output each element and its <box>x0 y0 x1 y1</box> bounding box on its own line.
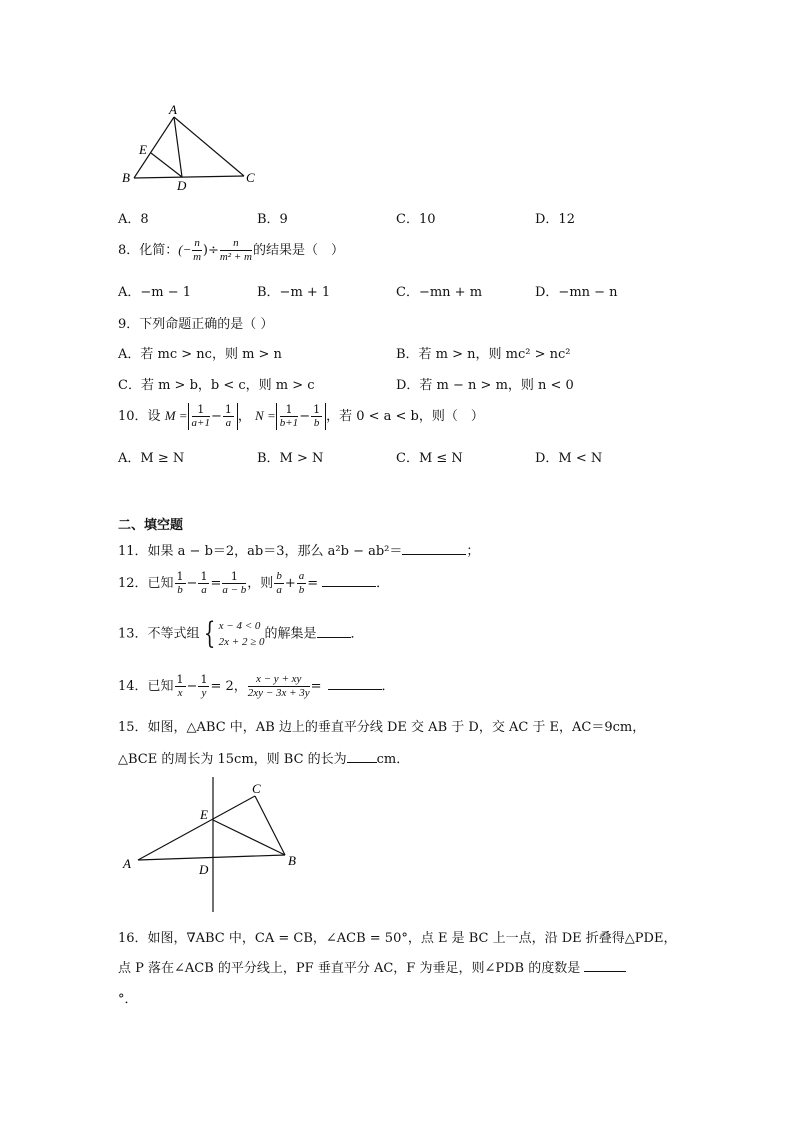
question-13: 13．不等式组 { x − 4 < 0 2x + 2 ≥ 0 的解集是 ． <box>118 616 364 651</box>
q14-number: 14．已知 <box>118 679 174 694</box>
q8-number: 8．化简： <box>118 243 179 258</box>
label-C: C <box>246 170 255 185</box>
q10-m-label: M = <box>164 408 188 423</box>
q15-line-2: △BCE 的周长为 15cm，则 BC 的长为 cm． <box>118 752 410 767</box>
option-b: B．9 <box>257 212 288 227</box>
q8-fraction-2: $\frac{n}{\text{m² + m}}$ <box>219 237 252 263</box>
option-b: B．M > N <box>257 451 324 466</box>
q9-option-b: B．若 m > n，则 mc² > nc² <box>396 347 571 362</box>
question-14: 14．已知 $\frac{1}{x}$ − $\frac{1}{y}$ = 2， $\frac{x - y + xy}{2xy - 3x + 3y}$ = ． <box>118 673 395 699</box>
q9-stem: 9．下列命题正确的是（ ） <box>118 317 274 332</box>
answer-blank <box>317 625 351 638</box>
q8-tail: 的结果是（ ） <box>252 243 344 258</box>
answer-blank <box>347 750 377 763</box>
option-d: D．M < N <box>535 451 603 466</box>
question-8 <box>118 237 344 264</box>
answer-blank <box>402 542 466 555</box>
q9-option-d: D．若 m − n > m，则 n < 0 <box>396 378 574 393</box>
triangle-figure-1 <box>115 100 265 195</box>
question-12: 12．已知 $\frac{1}{b}$ − $\frac{1}{a}$ = $\frac{1}{a - b}$ ，则 $\frac{b}{a}$ + $\frac{a}{b}$ = ． <box>118 570 390 596</box>
label-E: E <box>200 807 208 822</box>
q13-number: 13．不等式组 <box>118 626 200 642</box>
inequality-system: x − 4 < 0 2x + 2 ≥ 0 <box>218 620 265 648</box>
q9-option-c: C．若 m > b，b < c，则 m > c <box>118 378 315 393</box>
answer-blank <box>322 574 376 587</box>
triangle-figure-2 <box>115 772 315 917</box>
q16-line-3: °． <box>118 992 138 1007</box>
option-a: A．8 <box>118 212 149 227</box>
q8-expr-open: (− <box>178 242 192 257</box>
label-D: D <box>199 862 209 877</box>
answer-blank <box>584 959 626 972</box>
system-brace: { <box>203 616 215 651</box>
q10-n-label: N = <box>255 408 276 423</box>
q10-n-abs: $\frac{1}{b+1}$ − $\frac{1}{b}$ <box>276 403 326 430</box>
option-c: C．−mn + m <box>396 285 483 300</box>
label-C: C <box>252 781 261 796</box>
option-b: B．−m + 1 <box>257 285 331 300</box>
option-d: D．12 <box>535 212 575 227</box>
q8-expr-mid: )÷ <box>202 243 219 258</box>
label-A: A <box>169 102 177 117</box>
q12-number: 12．已知 <box>118 576 174 591</box>
question-11: 11．如果 a − b＝2，ab＝3，那么 a²b − ab²＝ ； <box>118 544 480 559</box>
q10-m-abs: $\frac{1}{a+1}$ − $\frac{1}{a}$ <box>188 403 238 430</box>
q10-number: 10．设 <box>118 409 161 424</box>
option-c: C．M ≤ N <box>396 451 463 466</box>
label-B: B <box>288 853 296 868</box>
label-D: D <box>177 178 187 193</box>
option-c: C．10 <box>396 212 436 227</box>
q16-line-1: 16．如图，∇ABC 中，CA = CB，∠ACB = 50°，点 E 是 BC 上一点，沿 DE 折叠得△PDE， <box>118 931 677 946</box>
section-title: 二、填空题 <box>118 518 184 533</box>
option-a: A．−m − 1 <box>118 285 192 300</box>
q10-tail: ，若 0 < a < b，则（ ） <box>326 409 484 424</box>
q9-option-a: A．若 mc > nc，则 m > n <box>118 347 282 362</box>
label-A: A <box>123 856 131 871</box>
question-10: 10．设 M = $\frac{1}{a+1}$ − $\frac{1}{a}$ ， N = $\frac{1}{b+1}$ − $\frac{1}{b}$ ，若 0 < a < b，则（ ） <box>118 403 484 429</box>
option-a: A．M ≥ N <box>118 451 185 466</box>
q8-fraction-1: $\frac{n}{m}$ <box>193 237 202 263</box>
option-d: D．−mn − n <box>535 285 618 300</box>
q11-text: 11．如果 a − b＝2，ab＝3，那么 a²b − ab²＝ <box>118 544 403 559</box>
answer-blank <box>328 677 382 690</box>
label-E: E <box>139 142 147 157</box>
label-B: B <box>122 170 130 185</box>
q16-line-2: 点 P 落在∠ACB 的平分线上，PF 垂直平分 AC，F 为垂足，则∠PDB 的度数是 <box>118 957 626 976</box>
q15-line-1: 15．如图，△ABC 中，AB 边上的垂直平分线 DE 交 AB 于 D，交 AC 于 E，AC＝9cm， <box>118 720 646 735</box>
